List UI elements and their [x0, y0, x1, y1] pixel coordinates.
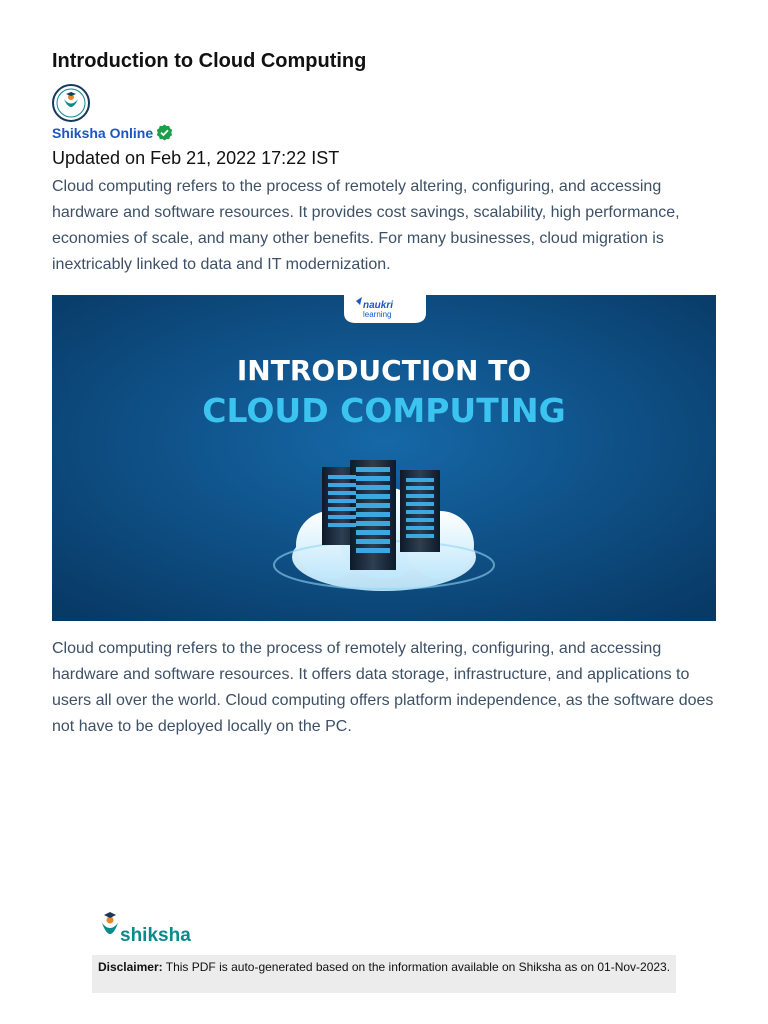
brand-naukri: naukri: [363, 300, 394, 311]
shiksha-logo-text: shiksha: [120, 925, 191, 946]
brand-tab: [344, 295, 426, 323]
author-avatar-icon[interactable]: [52, 84, 90, 122]
intro-paragraph: Cloud computing refers to the process of remotely altering, configuring, and accessing hardware and software resources. It provides cost savings, scalability, high performance, economies of scale, and many other benefits. For many businesses, cloud migration is inextricably linked to data and IT modernization.: [52, 178, 680, 273]
banner-heading-line1: INTRODUCTION TO: [236, 354, 532, 387]
body-paragraph: Cloud computing refers to the process of remotely altering, configuring, and accessing hardware and software resources. It offers data storage, infrastructure, and applications to users all over the world. Cloud computing offers platform independence, as the software does not have to be deployed locally on the PC.: [52, 640, 714, 735]
disclaimer-box: [92, 955, 676, 993]
page-title: Introduction to Cloud Computing: [52, 50, 367, 72]
updated-date: Updated on Feb 21, 2022 17:22 IST: [52, 148, 340, 168]
shiksha-logo[interactable]: [100, 905, 210, 947]
author-row: [52, 124, 173, 141]
disclaimer-text: This PDF is auto-generated based on the information available on Shiksha as on 01-Nov-2023.: [162, 960, 671, 974]
brand-learning: learning: [363, 310, 392, 319]
cloud-computing-banner: [52, 295, 716, 621]
verified-badge-icon: [156, 124, 173, 141]
disclaimer-label: Disclaimer:: [97, 960, 163, 974]
banner-heading-line2: CLOUD COMPUTING: [202, 391, 566, 430]
author-name-link[interactable]: Shiksha Online: [52, 124, 154, 141]
